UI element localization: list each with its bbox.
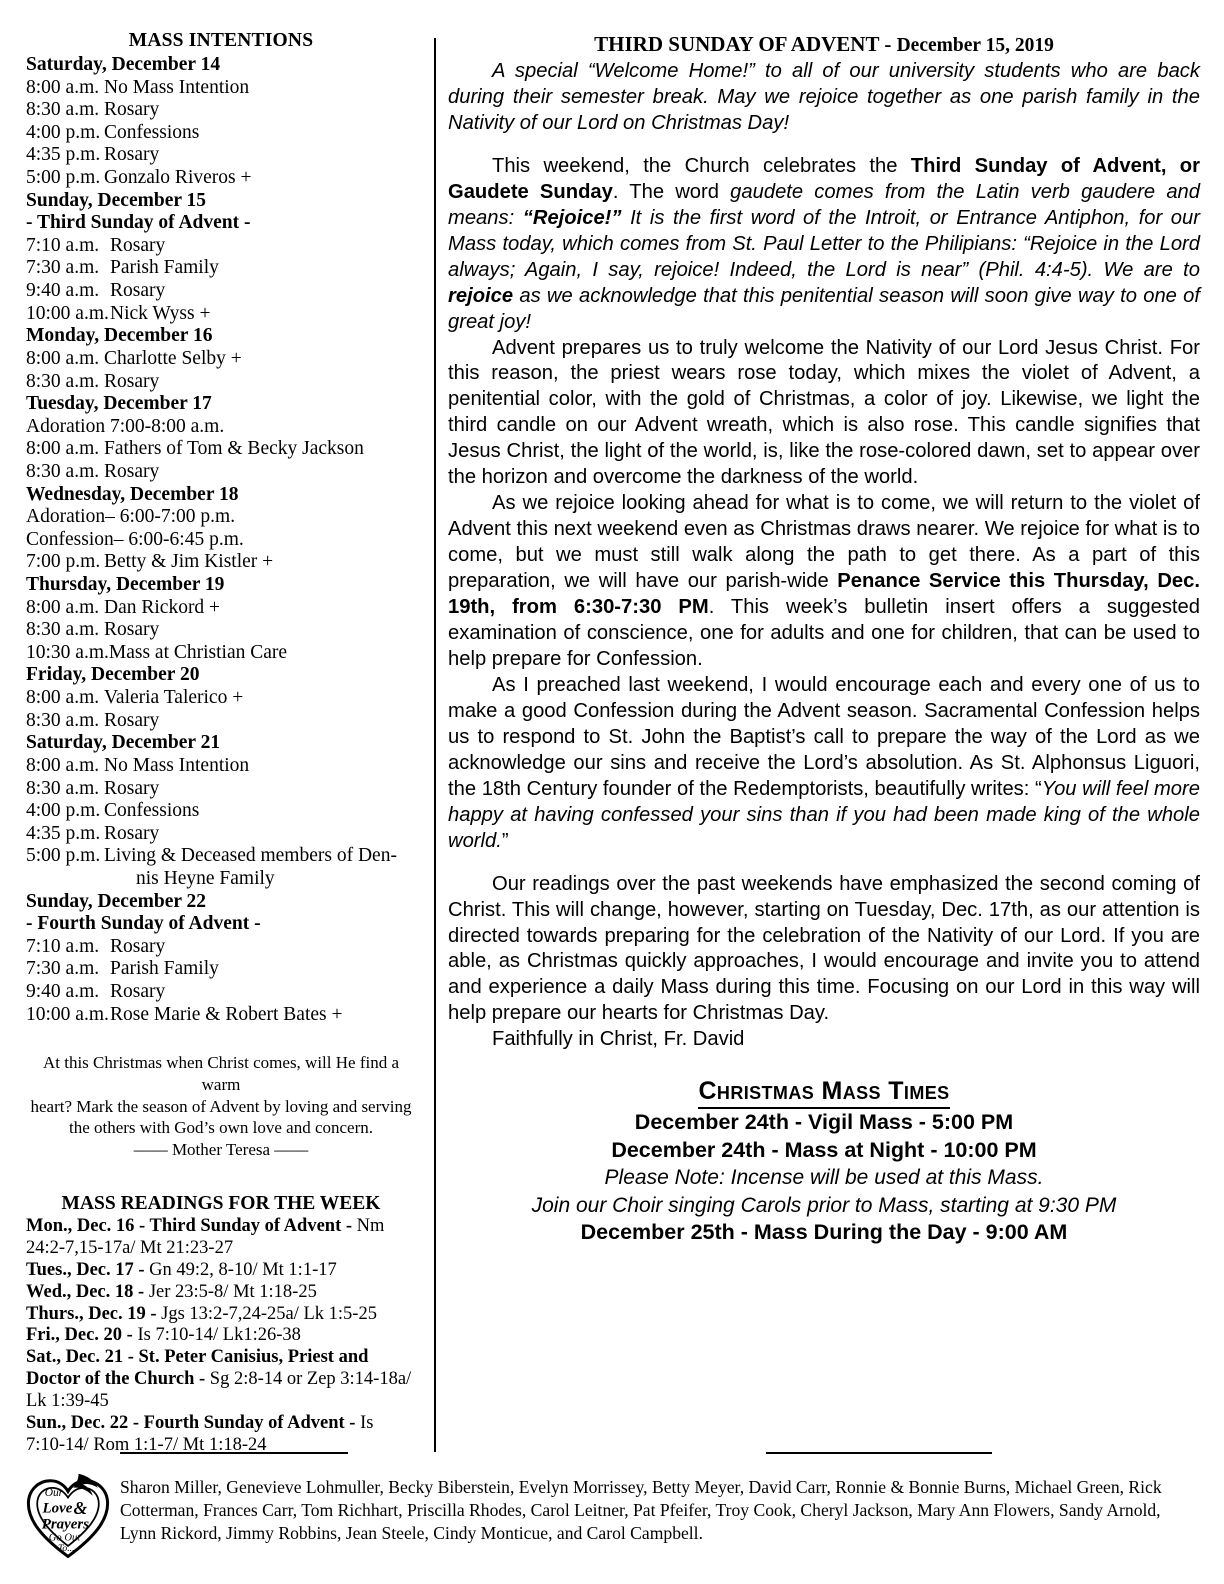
- reading-day-label: Thurs., Dec. 19 -: [26, 1303, 157, 1324]
- mass-reading-item: [26, 1282, 416, 1304]
- mass-entry-description: Charlotte Selby +: [104, 347, 242, 369]
- mass-entry-description: Rosary: [104, 144, 160, 166]
- left-column: [0, 30, 424, 1456]
- mass-day-group: [26, 891, 416, 1027]
- mass-entry-description: Confessions: [104, 121, 200, 143]
- mass-day-group: [26, 393, 416, 483]
- mass-day-heading: Friday, December 20: [26, 664, 200, 686]
- gaudete-paragraph: [448, 154, 1200, 336]
- mass-day-heading: Monday, December 16: [26, 325, 213, 347]
- mass-entry-note: Adoration 7:00-8:00 a.m.: [26, 415, 225, 437]
- mass-entry-time: 8:30 a.m.: [26, 99, 100, 121]
- mass-entry-description: Rosary: [104, 99, 160, 121]
- mass-entry-time: 5:00 p.m.: [26, 167, 101, 189]
- mass-entry-time: 8:00 a.m.: [26, 76, 100, 98]
- mass-day-group: [26, 664, 416, 732]
- mass-intention-entry: [26, 122, 416, 145]
- mass-intention-entry: [26, 167, 416, 190]
- mass-intention-entry: [26, 958, 416, 981]
- mass-entry-time: 8:00 a.m.: [26, 438, 100, 460]
- mass-entry-description: Rosary: [104, 777, 160, 799]
- incense-note: Please Note: Incense will be used at this Mass.: [604, 1166, 1044, 1190]
- mass-intention-entry: [26, 642, 416, 665]
- mass-intention-entry: [26, 823, 416, 846]
- reading-day-label: Sun., Dec. 22 - Fourth Sunday of Advent -: [26, 1412, 356, 1433]
- mass-day-group: [26, 732, 416, 890]
- mass-entry-description: No Mass Intention: [104, 754, 250, 776]
- mother-teresa-quote: [26, 1052, 416, 1161]
- mass-readings-list: [26, 1216, 416, 1456]
- logo-line-prayers: Prayers: [41, 1516, 90, 1533]
- mass-entry-time: 4:00 p.m.: [26, 800, 101, 822]
- prayer-list-footer: [24, 1470, 1200, 1562]
- mass-readings-heading: MASS READINGS FOR THE WEEK: [61, 1193, 381, 1215]
- signoff-line: Faithfully in Christ, Fr. David: [492, 1028, 745, 1051]
- mass-intention-entry: [26, 77, 416, 100]
- reading-day-label: Wed., Dec. 18 -: [26, 1281, 145, 1302]
- mass-intention-entry: [26, 845, 416, 868]
- mass-day-heading: Saturday, December 21: [26, 732, 221, 754]
- gaudete-bold-italic-2: rejoice: [448, 284, 514, 307]
- mass-entry-time: 8:00 a.m.: [26, 596, 100, 618]
- mass-reading-item: [26, 1347, 416, 1412]
- confession-text-1: As I preached last weekend, I would encourage each and every one of us to make a good Confession during the Advent season. Sacramental Confession helps us to respond to St. John the Baptist’s call to prepare the way of the Lord as we acknowledge our sins and receive the Lord’s absolution. As St. Alphonsus Liguori, the 18th Century founder of the Redemptorists, beautifully writes: “: [448, 673, 1200, 800]
- mass-intention-entry: [26, 981, 416, 1004]
- mass-entry-description: Parish Family: [110, 257, 219, 279]
- mass-day-group: [26, 190, 416, 326]
- mass-entry-time: 4:00 p.m.: [26, 121, 101, 143]
- mass-entry-time: 10:30 a.m.: [26, 641, 109, 663]
- mass-reading-item: [26, 1260, 416, 1282]
- mass-day-heading: Saturday, December 14: [26, 54, 221, 75]
- mass-intention-entry: [26, 461, 416, 484]
- rejoice-ahead-paragraph: [448, 491, 1200, 673]
- reading-day-label: Sat., Dec. 21 - St. Peter Canisius, Priest and Doctor of the Church -: [26, 1347, 369, 1390]
- christmas-day-mass-line: December 25th - Mass During the Day - 9:00 AM: [580, 1219, 1068, 1244]
- mass-entry-time: 8:30 a.m.: [26, 709, 100, 731]
- mass-entry-time: 8:00 a.m.: [26, 687, 100, 709]
- mass-entry-time: 4:35 p.m.: [26, 144, 101, 166]
- mass-intention-entry: [26, 597, 416, 620]
- mass-intention-entry: [26, 778, 416, 801]
- mass-entry-time: 10:00 a.m.: [26, 302, 109, 324]
- mass-intentions-heading: MASS INTENTIONS: [128, 30, 314, 51]
- liguori-quote-italic: You will feel more happy at having confessed your sins than if you had been made king of the whole world.: [448, 777, 1200, 852]
- mass-reading-item: [26, 1413, 416, 1457]
- rejoice-text-1: As we rejoice looking ahead for what is to come, we will return to the violet of Advent this next weekend even as Christmas draws nearer. We rejoice for what is to come, but we must still walk along the path to get there. As a part of this preparation, we will have our parish-wide: [448, 492, 1200, 593]
- confession-text-2: ”: [501, 829, 509, 852]
- mass-entry-description: Rosary: [110, 280, 166, 302]
- mass-day-group: [26, 325, 416, 393]
- gaudete-text-1: This weekend, the Church celebrates the: [492, 154, 911, 177]
- mass-entry-description: Rosary: [104, 619, 160, 641]
- confession-paragraph: [448, 673, 1200, 855]
- mass-day-group: [26, 54, 416, 190]
- quote-line-3: the others with God’s own love and concern.: [68, 1118, 374, 1138]
- mass-entry-description: No Mass Intention: [104, 76, 250, 98]
- footer-rule-left: [120, 1452, 348, 1454]
- mass-entry-description: Nick Wyss +: [110, 302, 211, 324]
- mass-day-group: [26, 574, 416, 664]
- reading-scripture-refs: Jer 23:5-8/ Mt 1:18-25: [144, 1281, 317, 1302]
- mass-intention-entry: [26, 755, 416, 778]
- gaudete-text-2: . The word: [612, 180, 731, 203]
- mass-entry-description: Rose Marie & Robert Bates +: [110, 1003, 343, 1025]
- mass-entry-time: 5:00 p.m.: [26, 845, 101, 867]
- reading-day-label: Tues., Dec. 17 -: [26, 1259, 145, 1280]
- mass-entry-description: Rosary: [104, 822, 160, 844]
- mass-entry-note: Adoration– 6:00-7:00 p.m.: [26, 506, 236, 528]
- mass-day-heading: Thursday, December 19: [26, 574, 225, 596]
- logo-line-go-out: Go Out: [48, 1532, 81, 1544]
- mass-entry-description: Rosary: [104, 709, 160, 731]
- mass-entry-description: Dan Rickord +: [104, 596, 221, 618]
- mass-intention-entry: [26, 144, 416, 167]
- mass-entry-description: Betty & Jim Kistler +: [104, 551, 274, 573]
- mass-entry-description: Living & Deceased members of Den-: [104, 845, 397, 867]
- mass-intention-entry: [26, 348, 416, 371]
- mass-entry-time: 9:40 a.m.: [26, 980, 100, 1002]
- mass-entry-description: Valeria Talerico +: [104, 687, 244, 709]
- mass-intention-entry: [26, 438, 416, 461]
- mass-entry-description: Mass at Christian Care: [108, 641, 288, 663]
- mass-intention-entry: [26, 99, 416, 122]
- mass-day-subheading: - Fourth Sunday of Advent -: [26, 913, 261, 935]
- mass-intention-entry: [26, 257, 416, 280]
- christmas-vigil-mass-line: December 24th - Vigil Mass - 5:00 PM: [634, 1110, 1014, 1135]
- mass-day-group: [26, 484, 416, 574]
- bulletin-title-main: THIRD SUNDAY OF ADVENT: [594, 32, 880, 56]
- mass-entry-time: 10:00 a.m.: [26, 1003, 109, 1025]
- mass-reading-item: [26, 1304, 416, 1326]
- rejoice-text-2: . This week’s bulletin insert offers a suggested examination of conscience, one for adults and one for children, that can be used to help prepare for Confession.: [448, 596, 1200, 670]
- mass-day-heading: Wednesday, December 18: [26, 483, 239, 505]
- mass-day-heading: Tuesday, December 17: [26, 393, 212, 415]
- welcome-paragraph: A special “Welcome Home!” to all of our university students who are back during their semester break. May we rejoice together as one parish family in the Nativity of our Lord on Christmas Day!: [448, 60, 1200, 134]
- mass-entry-description: Parish Family: [110, 958, 219, 980]
- quote-attribution: —— Mother Teresa ——: [133, 1140, 309, 1160]
- mass-intention-entry: [26, 800, 416, 823]
- mass-intention-entry: [26, 687, 416, 710]
- mass-entry-description: Confessions: [104, 800, 200, 822]
- christmas-mass-times-block: [448, 1077, 1200, 1246]
- gaudete-italic-3: as we acknowledge that this penitential season will soon give way to one of great joy!: [448, 284, 1200, 333]
- gaudete-italic-1: gaudete comes from the Latin verb gaudere and means:: [448, 180, 1200, 229]
- reading-scripture-refs: Sg 2:8-14 or Zep 3:14-18a/ Lk 1:39-45: [26, 1369, 412, 1411]
- reading-scripture-refs: Is 7:10-14/ Rom 1:1-7/ Mt 1:18-24: [26, 1412, 374, 1455]
- bulletin-title-date: December 15, 2019: [896, 35, 1054, 56]
- mass-entry-continuation: nis Heyne Family: [136, 867, 275, 889]
- reading-day-label: Fri., Dec. 20 -: [26, 1325, 133, 1346]
- gaudete-bold-1: Third Sunday of Advent, or Gaudete Sunday: [448, 154, 1200, 203]
- mass-entry-time: 7:10 a.m.: [26, 234, 100, 256]
- bulletin-title: [448, 32, 1200, 57]
- mass-entry-time: 8:30 a.m.: [26, 460, 100, 482]
- mass-entry-description: Rosary: [110, 935, 166, 957]
- mass-entry-time: 7:10 a.m.: [26, 935, 100, 957]
- mass-entry-time: 7:00 p.m.: [26, 551, 101, 573]
- logo-line-to: To...: [57, 1543, 75, 1555]
- mass-entry-time: 8:00 a.m.: [26, 754, 100, 776]
- right-column: [448, 32, 1200, 1246]
- mass-entry-time: 8:00 a.m.: [26, 347, 100, 369]
- mass-entry-time: 4:35 p.m.: [26, 822, 101, 844]
- mass-reading-item: [26, 1216, 416, 1260]
- mass-entry-time: 7:30 a.m.: [26, 958, 100, 980]
- logo-line-love: Love: [42, 1500, 73, 1517]
- mass-entry-description: Rosary: [110, 234, 166, 256]
- bulletin-title-separator: -: [879, 32, 897, 56]
- reading-scripture-refs: Jgs 13:2-7,24-25a/ Lk 1:5-25: [156, 1303, 377, 1324]
- mass-day-subheading: - Third Sunday of Advent -: [26, 212, 251, 234]
- mass-entry-description: Rosary: [104, 370, 160, 392]
- mass-entry-time: 8:30 a.m.: [26, 370, 100, 392]
- reading-scripture-refs: Is 7:10-14/ Lk1:26-38: [132, 1325, 301, 1346]
- mass-intentions-list: [26, 54, 416, 1026]
- quote-line-2: heart? Mark the season of Advent by loving and serving: [30, 1096, 412, 1116]
- mass-entry-description: Gonzalo Riveros +: [104, 167, 252, 189]
- mass-entry-description: Rosary: [104, 460, 160, 482]
- mass-entry-description: Fathers of Tom & Becky Jackson: [104, 438, 364, 460]
- christmas-night-mass-line: December 24th - Mass at Night - 10:00 PM: [611, 1137, 1037, 1162]
- mass-intention-entry: [26, 710, 416, 733]
- mass-entry-description: Rosary: [110, 980, 166, 1002]
- mass-entry-time: 9:40 a.m.: [26, 280, 100, 302]
- mass-intention-entry: [26, 1004, 416, 1027]
- mass-intention-entry: [26, 936, 416, 959]
- christmas-mass-times-heading: Christmas Mass Times: [698, 1077, 949, 1109]
- reading-scripture-refs: Gn 49:2, 8-10/ Mt 1:1-17: [144, 1259, 337, 1280]
- column-divider: [434, 38, 436, 1452]
- love-and-prayers-heart-icon: [24, 1470, 112, 1562]
- readings-emphasis-paragraph: Our readings over the past weekends have emphasized the second coming of Christ. This will change, however, starting on Tuesday, Dec. 17th, as our attention is directed towards preparing for the celebration of the Nativity of our Lord. If you are able, as Christmas quickly approaches, I would encourage and invite you to attend and experience a daily Mass during this time. Focusing on our Lord in this way will help prepare our hearts for Christmas Day.: [448, 872, 1200, 1025]
- reading-scripture-refs: Nm 24:2-7,15-17a/ Mt 21:23-27: [26, 1216, 385, 1259]
- logo-line-our: Our: [44, 1486, 64, 1499]
- gaudete-bold-italic-1: “Rejoice!”: [522, 206, 622, 229]
- prayer-names-text: Sharon Miller, Genevieve Lohmuller, Becky Biberstein, Evelyn Morrissey, Betty Meyer, David Carr, Ronnie & Bonnie Burns, Michael Green, Rick Cotterman, Frances Carr, Tom Richhart, Priscilla Rhodes, Carol Leitner, Pat Pfeifer, Troy Cook, Cheryl Jackson, Mary Ann Flowers, Sandy Arnold, Lynn Rickord, Jimmy Robbins, Jean Steele, Cindy Monticue, and Carol Campbell.: [120, 1477, 1162, 1544]
- penance-service-bold: Penance Service this Thursday, Dec. 19th, from 6:30-7:30 PM: [448, 570, 1200, 619]
- quote-line-1: At this Christmas when Christ comes, will He find a warm: [42, 1053, 400, 1094]
- gaudete-italic-2: It is the first word of the Introit, or Entrance Antiphon, for our Mass today, which comes from St. Paul Letter to the Philipians: “Rejoice in the Lord always; Again, I say, rejoice! Indeed, the Lord is near” (Phil. 4:4-5). We are to: [448, 206, 1200, 281]
- mass-day-heading: Sunday, December 22: [26, 890, 207, 912]
- mass-intention-entry: [26, 551, 416, 574]
- mass-intention-entry: [26, 303, 416, 326]
- mass-intention-entry: [26, 235, 416, 258]
- mass-entry-time: 8:30 a.m.: [26, 619, 100, 641]
- footer-rule-right: [766, 1452, 992, 1454]
- mass-entry-note: Confession– 6:00-6:45 p.m.: [26, 528, 244, 550]
- advent-prepares-paragraph: Advent prepares us to truly welcome the Nativity of our Lord Jesus Christ. For this reason, the priest wears rose today, which mixes the violet of Advent, a penitential color, with the gold of Christmas, a color of joy. Likewise, we light the third candle on our Advent wreath, which is also rose. This candle signifies that Jesus Christ, the light of the world, is, like the rose-colored dawn, set to appear over the horizon and overcome the darkness of the world.: [448, 336, 1200, 489]
- mass-intention-entry: [26, 280, 416, 303]
- mass-day-heading: Sunday, December 15: [26, 189, 207, 211]
- reading-day-label: Mon., Dec. 16 - Third Sunday of Advent -: [26, 1216, 353, 1237]
- mass-entry-time: 8:30 a.m.: [26, 777, 100, 799]
- logo-line-amp: &: [73, 1498, 88, 1519]
- mass-reading-item: [26, 1325, 416, 1347]
- choir-carols-note: Join our Choir singing Carols prior to Mass, starting at 9:30 PM: [531, 1193, 1117, 1217]
- mass-entry-time: 7:30 a.m.: [26, 257, 100, 279]
- mass-intention-entry: [26, 619, 416, 642]
- mass-intention-entry: [26, 371, 416, 394]
